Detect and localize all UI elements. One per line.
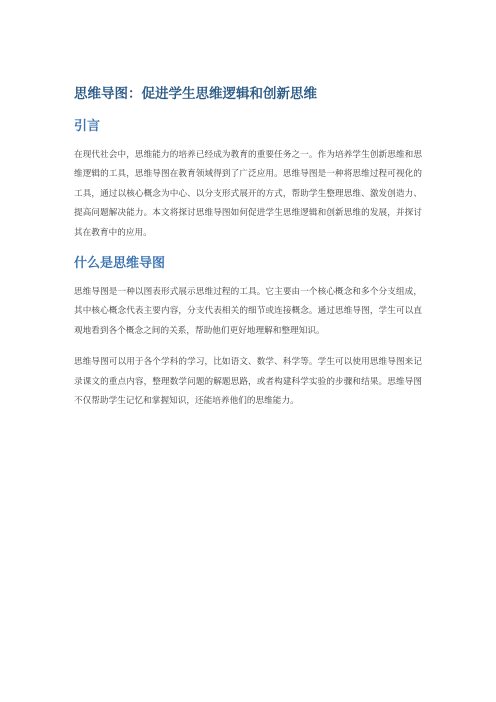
document-title: 思维导图：促进学生思维逻辑和创新思维 [74, 86, 317, 102]
paragraph: 思维导图可以用于各个学科的学习，比如语文、数学、科学等。学生可以使用思维导图来记录课文的重点内容，整理数学问题的解题思路，或者构建科学实验的步骤和结果。思维导图不仅帮助学生记忆和掌握知识，还能培养他们的思维能力。 [74, 357, 422, 407]
section-heading: 什么是思维导图 [74, 256, 166, 272]
paragraph: 在现代社会中，思维能力的培养已经成为教育的重要任务之一。作为培养学生创新思维和思维逻辑的工具，思维导图在教育领域得到了广泛应用。思维导图是一种将思维过程可视化的工具，通过以核心概念为中心、以分支形式展开的方式，帮助学生整理思维、激发创造力、提高问题解决能力。本文将探讨思维导图如何促进学生思维逻辑和创新思维的发展，并探讨其在教育中的应用。 [74, 150, 422, 238]
section-introduction [74, 118, 422, 243]
paragraph: 思维导图是一种以图表形式展示思维过程的工具。它主要由一个核心概念和多个分支组成，其中核心概念代表主要内容，分支代表相关的细节或连接概念。通过思维导图，学生可以直观地看到各个概念之间的关系，帮助他们更好地理解和整理知识。 [74, 287, 422, 336]
section-what-is-mind-map [74, 255, 422, 411]
section-heading: 引言 [74, 119, 101, 134]
